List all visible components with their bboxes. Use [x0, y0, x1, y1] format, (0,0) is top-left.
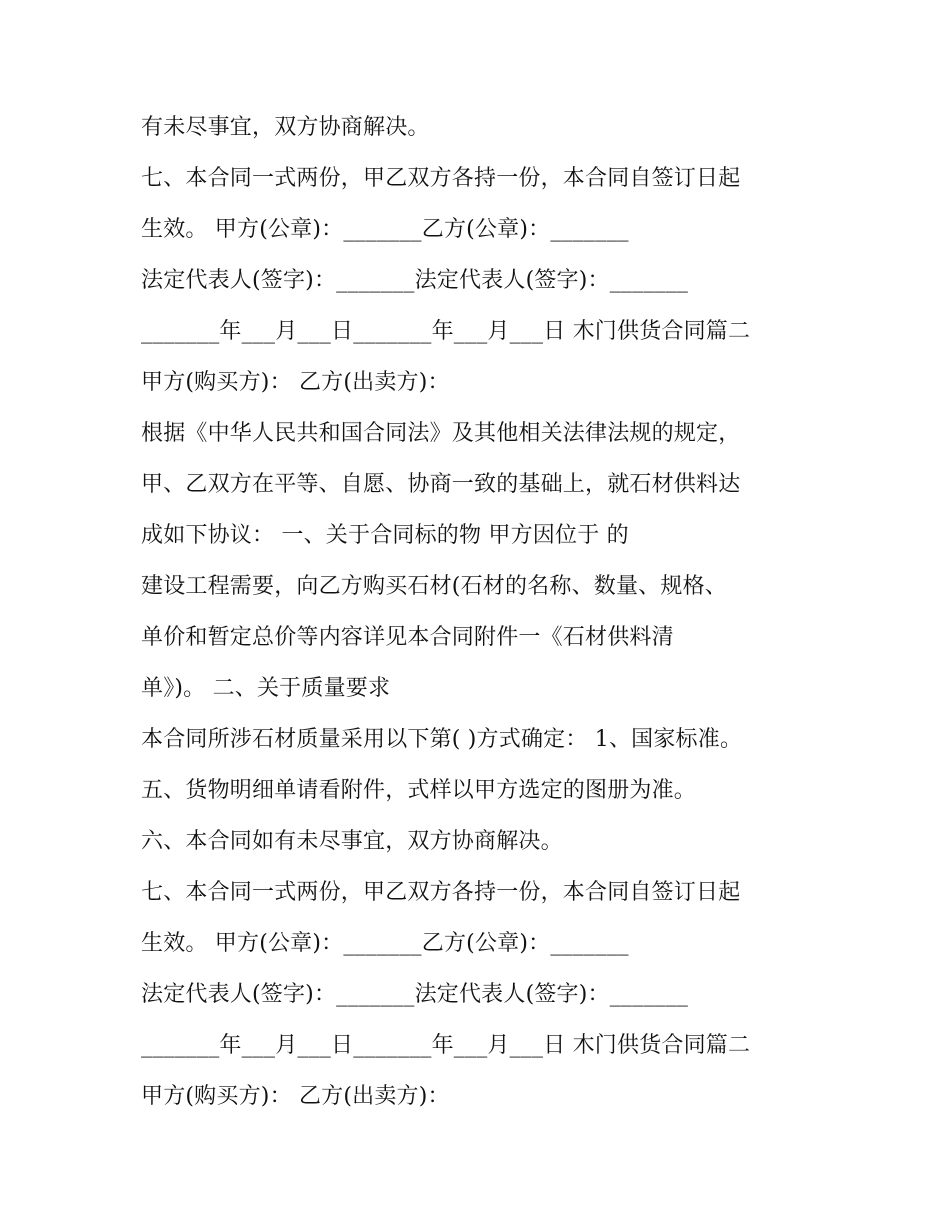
text-line: _______年___月___日_______年___月___日 木门供货合同篇二 — [141, 1033, 751, 1058]
text-line: 单》)。 二、关于质量要求 — [141, 676, 391, 701]
text-line: 有未尽事宜，双方协商解决。 — [141, 115, 430, 140]
text-line: 本合同所涉石材质量采用以下第( )方式确定： 1、国家标准。 — [141, 727, 743, 752]
text-line: 五、货物明细单请看附件，式样以甲方选定的图册为准。 — [141, 778, 697, 803]
text-line: 法定代表人(签字)：_______法定代表人(签字)：_______ — [141, 268, 689, 293]
text-line: 单价和暂定总价等内容详见本合同附件一《石材供料清 — [141, 625, 674, 650]
text-line: 生效。 甲方(公章)：_______乙方(公章)：_______ — [141, 931, 629, 956]
text-line: 生效。 甲方(公章)：_______乙方(公章)：_______ — [141, 217, 629, 242]
text-line: 甲、乙双方在平等、自愿、协商一致的基础上，就石材供料达 — [141, 472, 741, 497]
text-line: 甲方(购买方)： 乙方(出卖方)： — [141, 370, 450, 395]
text-line: 七、本合同一式两份，甲乙双方各持一份，本合同自签订日起 — [141, 166, 741, 191]
text-line: 建设工程需要，向乙方购买石材(石材的名称、数量、规格、 — [141, 574, 727, 599]
document-body — [141, 106, 841, 1126]
text-line: 根据《中华人民共和国合同法》及其他相关法律法规的规定， — [141, 421, 741, 446]
text-line: 甲方(购买方)： 乙方(出卖方)： — [141, 1084, 450, 1109]
text-line: _______年___月___日_______年___月___日 木门供货合同篇二 — [141, 319, 751, 344]
text-line: 六、本合同如有未尽事宜，双方协商解决。 — [141, 829, 563, 854]
text-line: 七、本合同一式两份，甲乙双方各持一份，本合同自签订日起 — [141, 880, 741, 905]
text-line: 法定代表人(签字)：_______法定代表人(签字)：_______ — [141, 982, 689, 1007]
text-line: 成如下协议： 一、关于合同标的物 甲方因位于 的 — [141, 523, 629, 548]
